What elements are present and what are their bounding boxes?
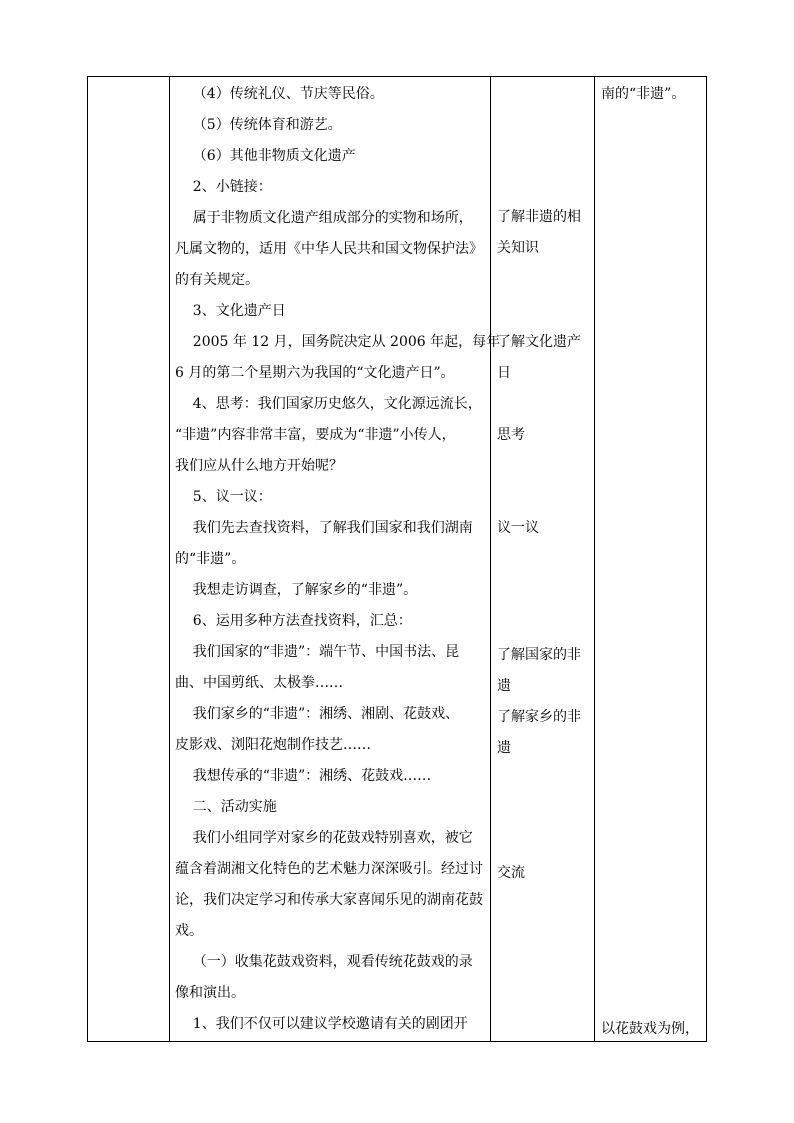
activity-line: 了解家乡的非 xyxy=(497,709,581,725)
content-line: 皮影戏、浏阳花炮制作技艺…… xyxy=(175,737,371,753)
content-line: （6）其他非物质文化遗产 xyxy=(175,148,356,164)
activity-line: 日 xyxy=(497,365,511,381)
activity-line: 遗 xyxy=(497,678,511,694)
lesson-table xyxy=(87,76,707,1042)
content-line: （5）传统体育和游艺。 xyxy=(175,117,342,133)
content-line: 像和演出。 xyxy=(175,985,245,1001)
content-line: 蕴含着湖湘文化特色的艺术魅力深深吸引。经过讨 xyxy=(175,861,483,877)
content-line: 的有关规定。 xyxy=(175,272,259,288)
content-line: 我们小组同学对家乡的花鼓戏特别喜欢，被它 xyxy=(175,830,473,846)
content-line: （一）收集花鼓戏资料，观看传统花鼓戏的录 xyxy=(175,954,473,970)
content-line: 1、我们不仅可以建议学校邀请有关的剧团开 xyxy=(175,1016,468,1032)
activity-line: 了解文化遗产 xyxy=(497,334,581,350)
content-line: 6 月的第二个星期六为我国的“文化遗产日”。 xyxy=(175,365,455,381)
activity-line: 议一议 xyxy=(497,520,539,536)
content-line: 二、活动实施 xyxy=(175,799,277,815)
note-line: 以花鼓戏为例， xyxy=(601,1021,699,1037)
content-line: 论，我们决定学习和传承大家喜闻乐见的湖南花鼓 xyxy=(175,892,483,908)
content-line: “非遗”内容非常丰富，要成为“非遗”小传人， xyxy=(175,427,456,443)
content-line: 的“非遗”。 xyxy=(175,551,246,567)
content-line: （4）传统礼仪、节庆等民俗。 xyxy=(175,86,384,102)
content-line: 戏。 xyxy=(175,923,203,939)
content-line: 我想传承的“非遗”：湘绣、花鼓戏…… xyxy=(175,768,432,784)
activity-line: 交流 xyxy=(497,865,525,881)
content-line: 6、运用多种方法查找资料，汇总： xyxy=(175,613,412,629)
note-line: 南的“非遗”。 xyxy=(601,86,686,102)
content-line: 我想走访调查，了解家乡的“非遗”。 xyxy=(175,582,418,598)
activity-line: 遗 xyxy=(497,740,511,756)
activity-line: 思考 xyxy=(497,427,525,443)
content-line: 我们应从什么地方开始呢？ xyxy=(175,458,343,474)
content-line: 我们先去查找资料，了解我们国家和我们湖南 xyxy=(175,520,473,536)
column-divider xyxy=(594,77,595,1041)
content-line: 2、小链接： xyxy=(175,179,272,195)
content-line: 5、议一议： xyxy=(175,489,272,505)
content-line: 2005 年 12 月，国务院决定从 2006 年起，每年 xyxy=(175,334,501,350)
content-line: 凡属文物的，适用《中华人民共和国文物保护法》 xyxy=(175,241,483,257)
content-line: 我们国家的“非遗”：端午节、中国书法、昆 xyxy=(175,644,460,660)
column-divider xyxy=(490,77,491,1041)
activity-line: 了解非遗的相 xyxy=(497,209,581,225)
activity-line: 关知识 xyxy=(497,240,539,256)
content-line: 3、文化遗产日 xyxy=(175,303,286,319)
content-line: 属于非物质文化遗产组成部分的实物和场所， xyxy=(175,210,473,226)
content-line: 4、思考：我们国家历史悠久，文化源远流长， xyxy=(175,396,482,412)
content-line: 我们家乡的“非遗”：湘绣、湘剧、花鼓戏、 xyxy=(175,706,460,722)
content-line: 曲、中国剪纸、太极拳…… xyxy=(175,675,343,691)
activity-line: 了解国家的非 xyxy=(497,647,581,663)
column-divider xyxy=(169,77,170,1041)
